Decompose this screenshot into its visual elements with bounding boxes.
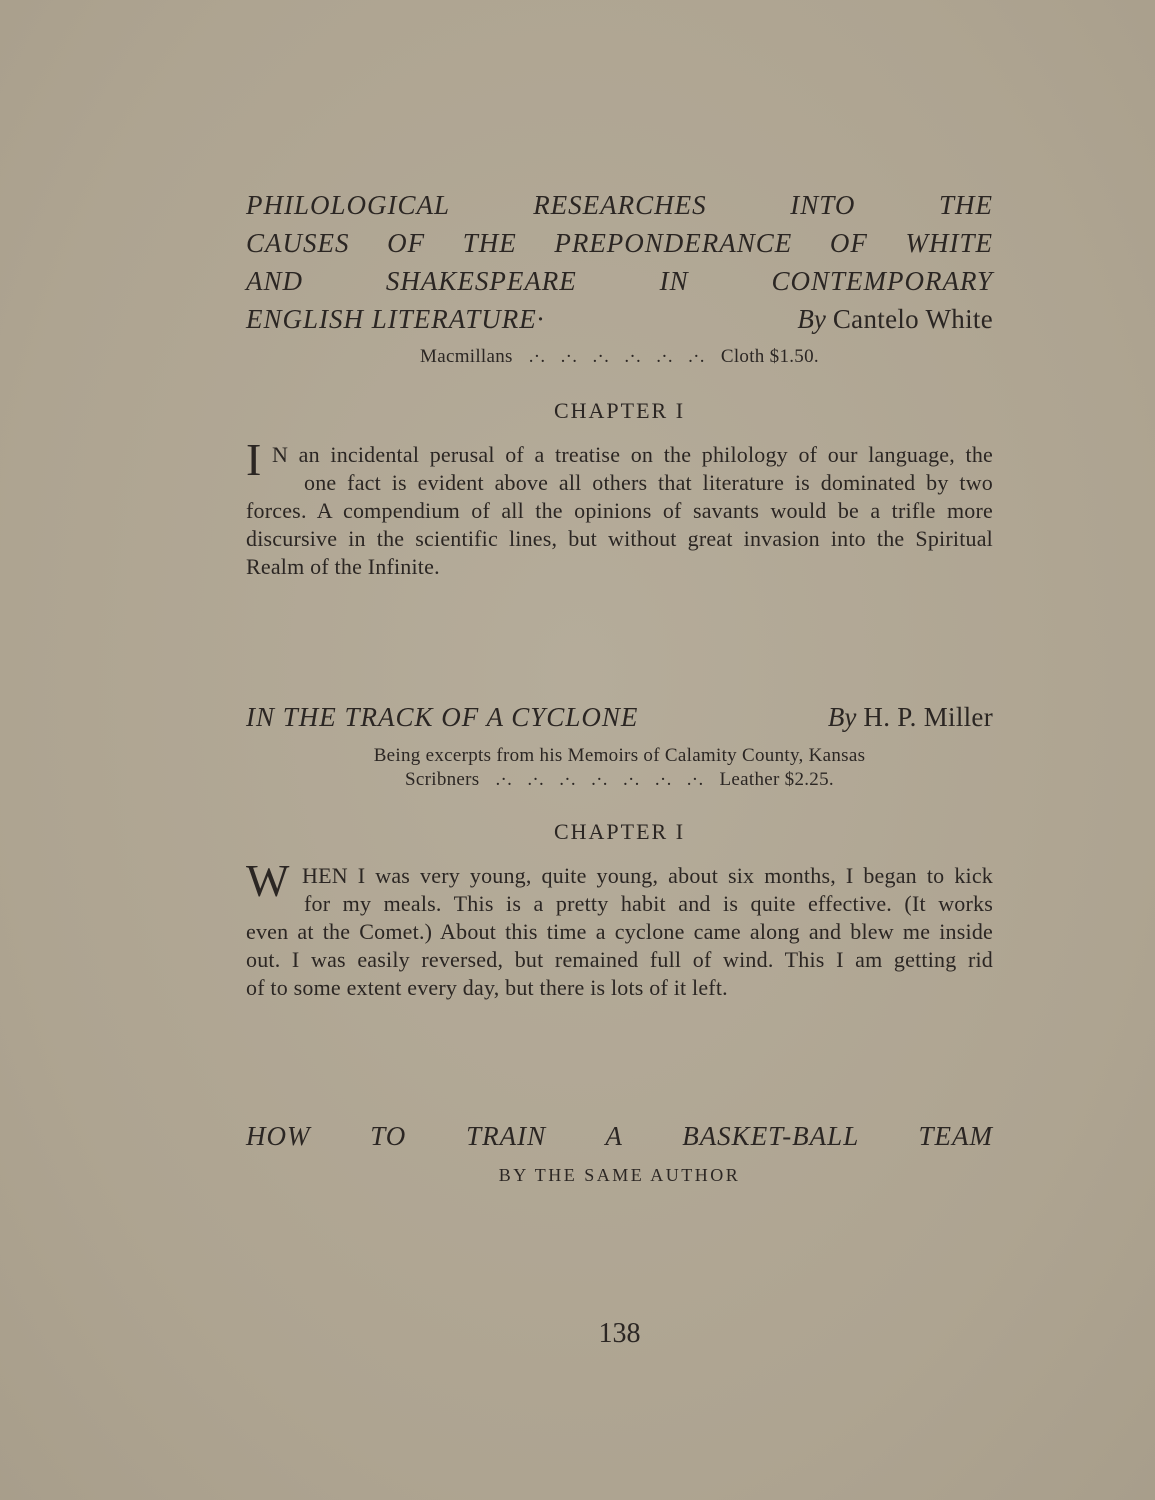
title-line: ENGLISH LITERATURE· (246, 304, 545, 334)
byline (797, 300, 993, 338)
chapter-heading: CHAPTER I (553, 819, 686, 844)
text-line: even at the Comet.) About this time a cyclone came along and blew me inside (246, 919, 993, 944)
byline (828, 698, 993, 736)
text-line: out. I was easily reversed, but remained full of wind. This I am getting rid (246, 947, 993, 972)
publisher: Macmillans (420, 346, 513, 367)
by-label: By (797, 304, 826, 334)
text-line: forces. A compendium of all the opinions of savants would be a trifle more (246, 498, 993, 523)
publisher: Scribners (405, 769, 480, 790)
price: Cloth $1.50. (720, 346, 819, 367)
price: Leather $2.25. (719, 769, 834, 790)
article2-title (246, 698, 993, 736)
title-last-line (246, 300, 993, 338)
title: IN THE TRACK OF A CYCLONE (246, 702, 639, 732)
by-label: By (827, 702, 857, 732)
ornament-dots: .·. .·. .·. .·. .·. .·. (528, 346, 705, 367)
text-line: of to some extent every day, but there is lots of it left. (246, 975, 728, 1000)
drop-cap: I (246, 434, 262, 485)
publisher-line (246, 769, 993, 791)
title-line: AND SHAKESPEARE IN CONTEMPORARY (246, 266, 993, 296)
subtitle: Being excerpts from his Memoirs of Calamity County, Kansas (373, 745, 866, 766)
author: H. P. Miller (863, 702, 993, 732)
page-number: 138 (598, 1318, 641, 1349)
article1-title (246, 186, 993, 338)
ornament-dots: .·. .·. .·. .·. .·. .·. .·. (495, 769, 704, 790)
author: Cantelo White (832, 304, 993, 334)
article2-body (246, 855, 993, 1002)
text-line: one fact is evident above all others that literature is dominated by two (304, 470, 993, 495)
publisher-line (246, 346, 993, 368)
chapter-heading: CHAPTER I (553, 398, 686, 423)
text-line: discursive in the scientific lines, but without great invasion into the Spiritual (246, 526, 993, 551)
text-line: N an incidental perusal of a treatise on the philology of our language, the (272, 442, 993, 467)
article3-title (246, 1117, 993, 1155)
text-line: HEN I was very young, quite young, about six months, I began to kick (302, 863, 993, 888)
text-line: for my meals. This is a pretty habit and is quite effective. (It works (304, 891, 993, 916)
drop-cap: W (246, 855, 290, 906)
title-line: CAUSES OF THE PREPONDERANCE OF WHITE (246, 228, 993, 258)
text-line: Realm of the Infinite. (246, 554, 440, 579)
article1-body (246, 434, 993, 581)
title-line: PHILOLOGICAL RESEARCHES INTO THE (246, 190, 993, 220)
subtitle: BY THE SAME AUTHOR (498, 1165, 741, 1185)
title: HOW TO TRAIN A BASKET-BALL TEAM (246, 1121, 993, 1151)
